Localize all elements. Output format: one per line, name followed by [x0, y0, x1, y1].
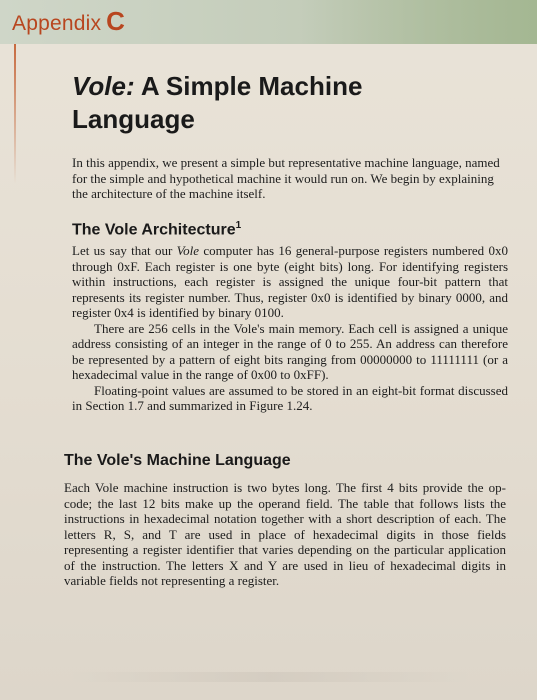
- title-vole: Vole:: [72, 71, 135, 101]
- intro-paragraph: In this appendix, we present a simple but representative machine language, named for the simple and hypothetical machine it would run on. We begin by explaining the architecture of the machine itself.: [72, 155, 500, 201]
- title-rest: A Simple Machine Language: [72, 71, 363, 134]
- para-text: computer has 16 general-purpose registers numbered 0x0 through 0xF. Each register is one byte (eight bits) long. For identifying registers within instructions, each register is assigned the unique four-bit pattern that represents its register number. Thus, register 0x0 is identified by binary 0000, and register 0x4 is identified by binary 0100.: [72, 243, 508, 320]
- vole-italic: Vole: [176, 243, 200, 258]
- header-band-accent: [300, 0, 537, 44]
- appendix-letter: C: [106, 6, 126, 36]
- architecture-paragraph-3: Floating-point values are assumed to be stored in an eight-bit format discussed in Section 1.7 and summarized in Figure 1.24.: [72, 382, 508, 413]
- para-text: Let us say that our: [72, 243, 177, 258]
- machine-language-paragraph-1: Each Vole machine instruction is two bytes long. The first 4 bits provide the op-code; the last 12 bits make up the operand field. The table that follows lists the instructions in hexadecimal notation together with a short description of each. The letters R, S, and T are used in place of hexadecimal digits in those fields representing a register identifier that varies depending on the particular application of the instruction. The letters X and Y are used in lieu of hexadecimal digits in variable fields not representing a register.: [64, 480, 506, 588]
- machine-language-body: [64, 480, 506, 589]
- architecture-paragraph-2: There are 256 cells in the Vole's main memory. Each cell is assigned a unique address consisting of an integer in the range of 0 to 255. An address can therefore be represented by a pattern of eight bits ranging from 00000000 to 11111111 (or a hexadecimal value in the range of 0x00 to 0xFF).: [72, 320, 508, 382]
- section-heading-machine-language: The Vole's Machine Language: [64, 452, 291, 469]
- appendix-word: Appendix: [12, 12, 102, 35]
- bleed-through-text: [70, 672, 470, 682]
- footnote-mark: 1: [235, 220, 242, 231]
- appendix-label: [12, 6, 202, 42]
- section-heading-text: The Vole Architecture: [72, 221, 236, 239]
- margin-rule: [14, 44, 16, 184]
- architecture-paragraph-1: [72, 243, 508, 321]
- architecture-body: [72, 243, 508, 414]
- chapter-title: [72, 70, 482, 136]
- section-heading-architecture: [72, 220, 502, 239]
